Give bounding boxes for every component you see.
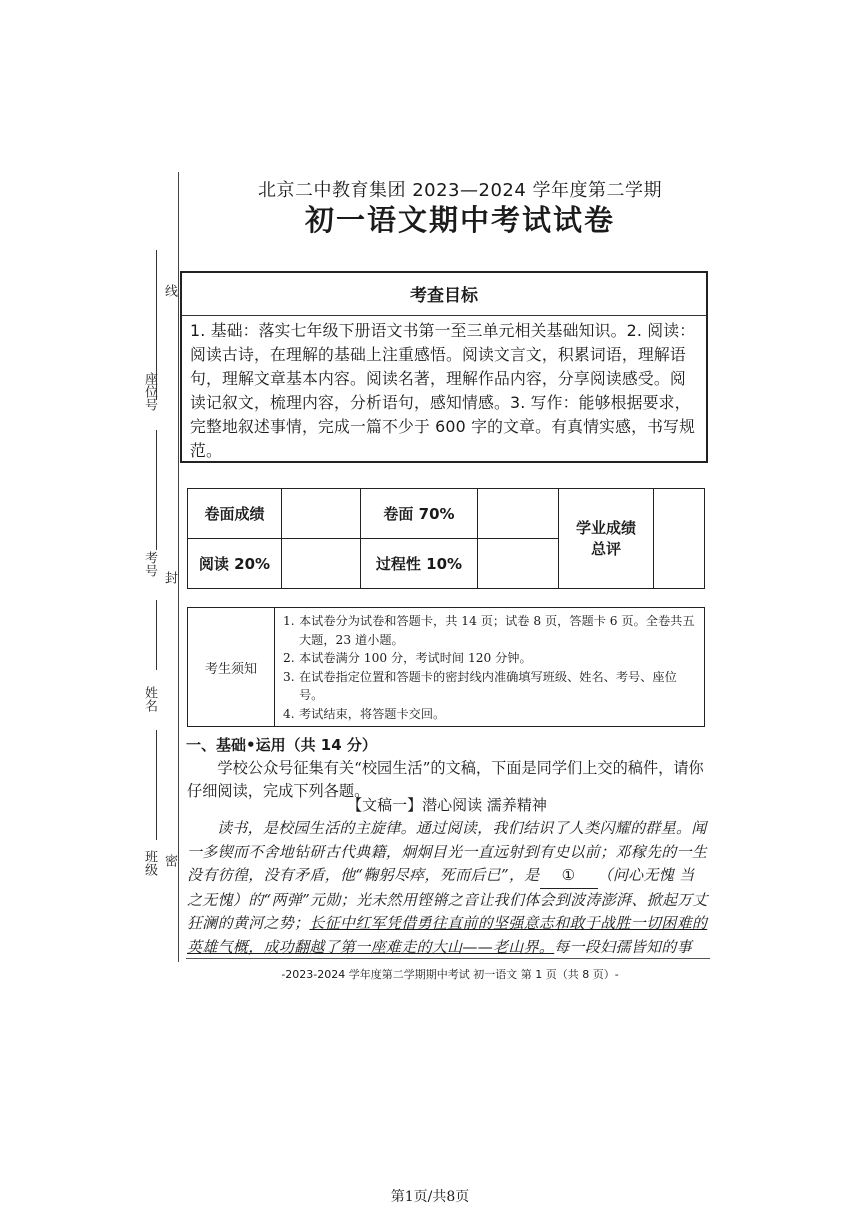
paper-70-label: 卷面 70% <box>361 489 478 539</box>
notice-items <box>275 608 704 726</box>
objectives-box <box>180 271 708 463</box>
underlined-sentence: 长征中红军凭借勇往直前的坚强意志和敢于战胜一切困难的英雄气概，成功翻越了第一座难走的大山——老山界。 <box>187 914 708 956</box>
seal-char-feng: 封 <box>162 571 177 584</box>
seal-char-mi: 密 <box>162 854 177 867</box>
blank-1: ① <box>540 864 598 889</box>
exam-no-rule <box>156 430 157 550</box>
objectives-text: 1. 基础：落实七年级下册语文书第一至三单元相关基础知识。2. 阅读：阅读古诗，在理解的基础上注重感悟。阅读文言文，积累词语，理解语句，理解文章基本内容。阅读名著，理解作品内容，分享阅读感受。阅读记叙文，梳理内容，分析语句，感知情感。3. 写作：能够根据要求，完整地叙述事情，完成一篇不少于 600 字的文章。有真情实感，书写规范。 <box>190 321 696 460</box>
exam-number-label: 考号 <box>142 551 157 577</box>
candidate-notice <box>187 607 705 727</box>
notice-item: 3. 在试卷指定位置和答题卡的密封线内准确填写班级、姓名、考号、座位号。 <box>283 669 677 703</box>
objectives-title: 考查目标 <box>182 273 706 316</box>
reading-20-label: 阅读 20% <box>188 539 282 589</box>
seal-char-xian: 线 <box>162 284 177 297</box>
notice-item: 2. 本试卷满分 100 分，考试时间 120 分钟。 <box>283 651 532 666</box>
score-table <box>187 488 705 589</box>
notice-label: 考生须知 <box>188 608 275 726</box>
passage-text-a: 读书，是校园生活的主旋律。通过阅读，我们结识了人类闪耀的群星。闻一多锲而不舍地钻研古代典籍，炯炯目光一直远射到有史以前；邓稼先的一生没有彷徨，没有矛盾，他“鞠躬尽瘁，死而后已”，是 <box>187 819 708 885</box>
notice-item: 1. 本试卷分为试卷和答题卡，共 14 页；试卷 8 页，答题卡 6 页。全卷共五大题，23 道小题。 <box>283 614 695 647</box>
passage-text-b: （问心无愧 当之无愧）的“两弹”元勋；光未然用铿锵之音让我们体会到波涛澎湃、掀起万丈狂澜的黄河之势； <box>187 866 708 933</box>
paper-score-label: 卷面成绩 <box>188 489 282 539</box>
exam-page-footer: -2023-2024 学年度第二学期期中考试 初一语文 第 1 页（共 8 页）- <box>281 968 619 981</box>
academic-total-cell <box>654 489 705 589</box>
class-rule <box>156 730 157 840</box>
passage-text-c: 每一段妇孺皆知的事 <box>554 937 692 956</box>
process-10-label: 过程性 10% <box>361 539 478 589</box>
reading-20-cell <box>282 539 361 589</box>
seat-number-label: 座位号 <box>142 372 157 411</box>
pdf-page-indicator: 第1页/共8页 <box>390 1189 470 1205</box>
notice-item: 4. 考试结束，将答题卡交回。 <box>283 706 446 721</box>
academic-total-label: 学业成绩总评 <box>559 489 654 589</box>
section-title: 一、基础•运用（共 14 分） <box>186 736 377 754</box>
reading-passage <box>187 817 709 960</box>
class-label: 班级 <box>142 850 157 876</box>
exam-title: 初一语文期中考试试卷 <box>304 203 615 237</box>
paper-score-cell <box>282 489 361 539</box>
bottom-rule <box>186 958 710 959</box>
name-rule <box>156 600 157 670</box>
section-intro: 学校公众号征集有关“校园生活”的文稿，下面是同学们上交的稿件，请你仔细阅读，完成下列各题。 <box>187 759 704 800</box>
name-label: 姓名 <box>142 686 157 712</box>
school-header: 北京二中教育集团 2023—2024 学年度第二学期 <box>257 180 663 201</box>
process-10-cell <box>478 539 559 589</box>
draft-title: 【文稿一】潜心阅读 濡养精神 <box>347 796 547 814</box>
paper-70-cell <box>478 489 559 539</box>
